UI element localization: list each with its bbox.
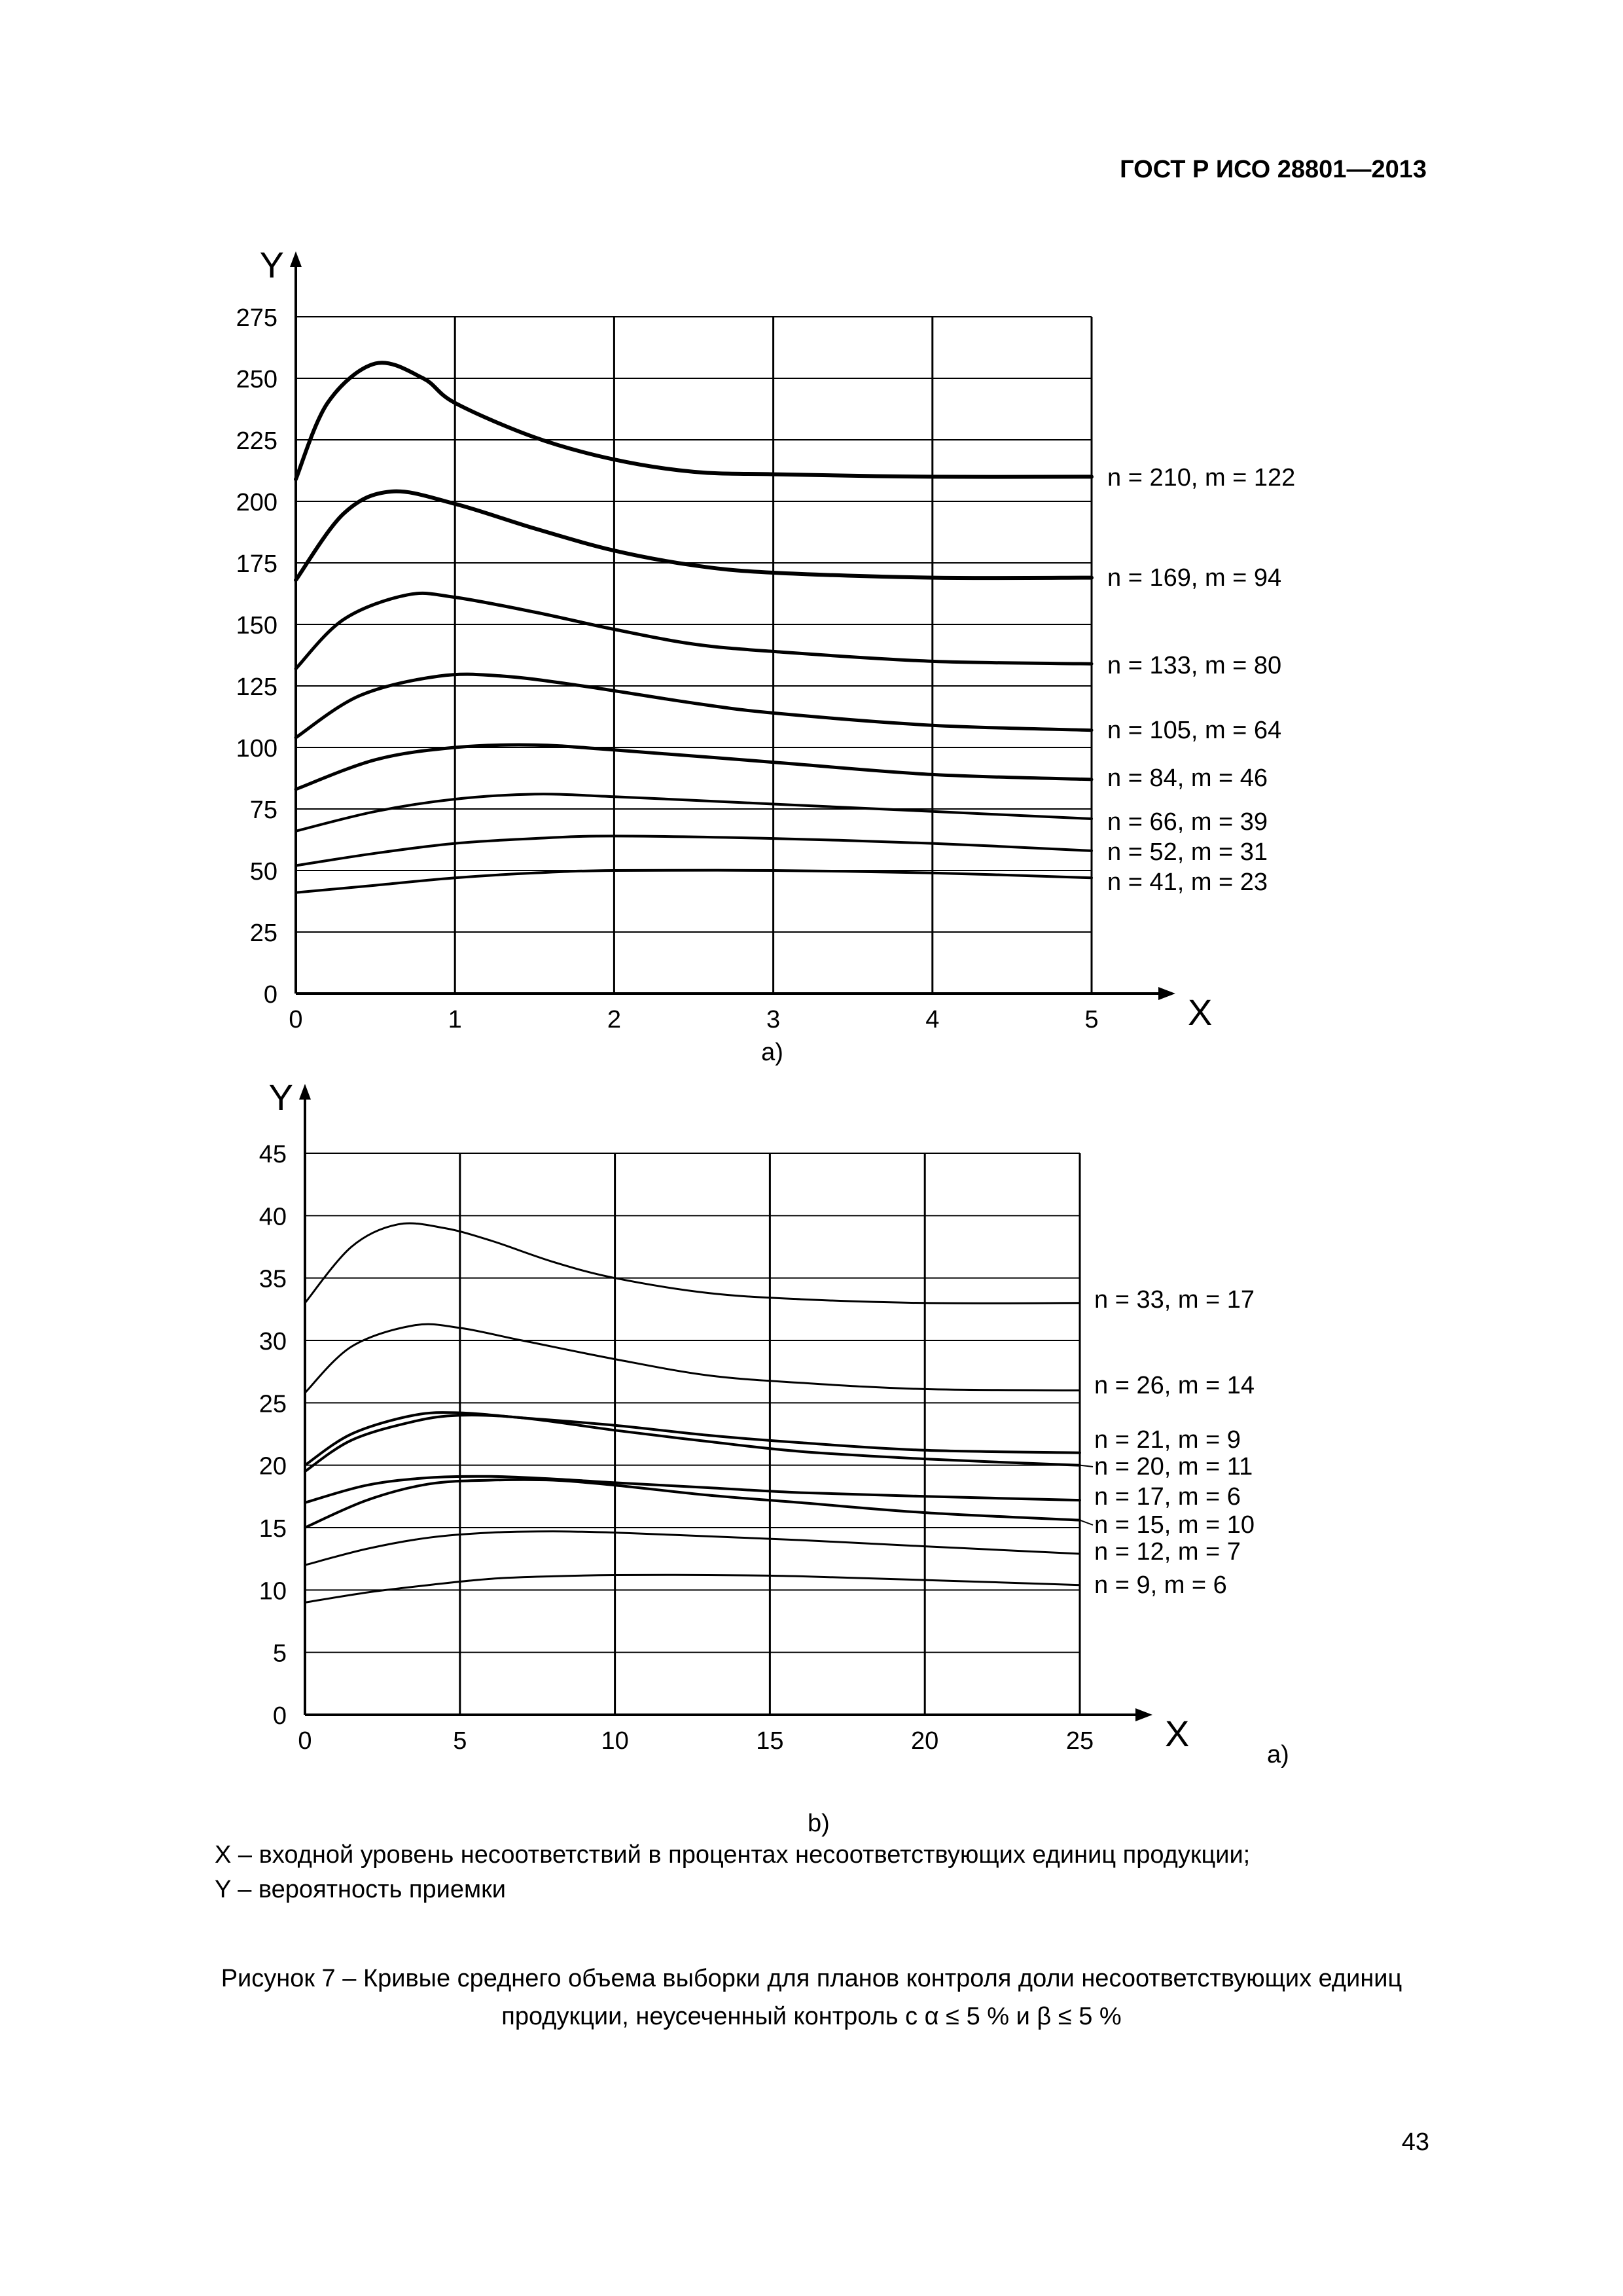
y-tick-label: 275 (236, 304, 277, 332)
series-label: n = 105, m = 64 (1107, 717, 1282, 744)
y-tick-label: 35 (259, 1265, 287, 1293)
series-label: n = 20, m = 11 (1094, 1453, 1253, 1480)
series-line (305, 1415, 1080, 1471)
x-tick-label: 0 (298, 1727, 312, 1755)
series-label: n = 33, m = 17 (1094, 1286, 1255, 1314)
series-label-leader (1080, 1520, 1093, 1525)
series-label: n = 84, m = 46 (1107, 764, 1268, 792)
figure-caption (0, 1960, 1623, 2036)
series-label: n = 15, m = 10 (1094, 1511, 1255, 1539)
y-tick-label: 75 (249, 797, 277, 824)
series-line (305, 1477, 1080, 1503)
series-label: n = 52, m = 31 (1107, 838, 1268, 866)
series-label: n = 133, m = 80 (1107, 652, 1282, 679)
x-axis-label: X (1188, 992, 1213, 1033)
series-label: n = 41, m = 23 (1107, 869, 1268, 896)
y-tick-label: 25 (259, 1390, 287, 1418)
y-tick-label: 50 (249, 858, 277, 886)
y-tick-label: 20 (259, 1452, 287, 1480)
legend-y: Y – вероятность приемки (215, 1876, 506, 1903)
x-tick-label: 5 (453, 1727, 467, 1755)
document-header: ГОСТ Р ИСО 28801—2013 (1120, 156, 1427, 183)
series-line (305, 1575, 1080, 1602)
y-axis-arrow (299, 1084, 311, 1100)
series-label: n = 12, m = 7 (1094, 1538, 1241, 1566)
x-tick-label: 15 (756, 1727, 784, 1755)
x-tick-label: 10 (601, 1727, 629, 1755)
x-tick-label: 5 (1084, 1006, 1099, 1033)
y-tick-label: 5 (272, 1640, 287, 1668)
series-label: n = 66, m = 39 (1107, 808, 1268, 836)
series-line (305, 1532, 1080, 1566)
y-tick-label: 200 (236, 489, 277, 516)
y-tick-label: 40 (259, 1203, 287, 1231)
x-tick-label: 4 (925, 1006, 940, 1033)
y-tick-label: 0 (263, 981, 277, 1009)
y-tick-label: 175 (236, 550, 277, 578)
series-label: n = 17, m = 6 (1094, 1483, 1241, 1511)
chart-b-panel-label: a) (1267, 1741, 1289, 1768)
y-tick-label: 15 (259, 1515, 287, 1543)
y-tick-label: 45 (259, 1141, 287, 1168)
series-label: n = 9, m = 6 (1094, 1571, 1227, 1599)
y-tick-label: 30 (259, 1328, 287, 1355)
y-tick-label: 100 (236, 735, 277, 762)
x-axis-label: X (1165, 1713, 1190, 1754)
y-tick-label: 150 (236, 612, 277, 639)
x-axis-arrow (1135, 1708, 1152, 1721)
y-tick-label: 225 (236, 427, 277, 455)
y-tick-label: 10 (259, 1577, 287, 1605)
series-label: n = 210, m = 122 (1107, 464, 1296, 492)
series-line (305, 1223, 1080, 1303)
y-axis-label: Y (259, 244, 284, 285)
x-tick-label: 1 (448, 1006, 462, 1033)
series-line (305, 1324, 1080, 1393)
y-tick-label: 250 (236, 366, 277, 393)
figure-label: b) (808, 1810, 830, 1837)
series-label: n = 21, m = 9 (1094, 1426, 1241, 1454)
series-label: n = 26, m = 14 (1094, 1372, 1255, 1399)
x-tick-label: 25 (1065, 1727, 1094, 1755)
x-tick-label: 2 (607, 1006, 621, 1033)
caption-line-2: продукции, неусеченный контроль с α ≤ 5 % и β ≤ 5 % (501, 2003, 1122, 2030)
panel-label: a) (761, 1039, 783, 1066)
legend-x: X – входной уровень несоответствий в процентах несоответствующих единиц продукции; (215, 1841, 1251, 1869)
caption-line-1: Рисунок 7 – Кривые среднего объема выборки для планов контроля доли несоответствующих единиц (221, 1965, 1402, 1992)
y-tick-label: 25 (249, 920, 277, 947)
series-label: n = 169, m = 94 (1107, 564, 1282, 592)
x-tick-label: 0 (289, 1006, 303, 1033)
y-tick-label: 0 (272, 1702, 287, 1730)
y-axis-label: Y (268, 1077, 293, 1118)
series-label-leader (1080, 1465, 1093, 1467)
y-tick-label: 125 (236, 673, 277, 701)
page-number: 43 (1401, 2128, 1429, 2156)
x-tick-label: 20 (911, 1727, 939, 1755)
x-tick-label: 3 (766, 1006, 781, 1033)
